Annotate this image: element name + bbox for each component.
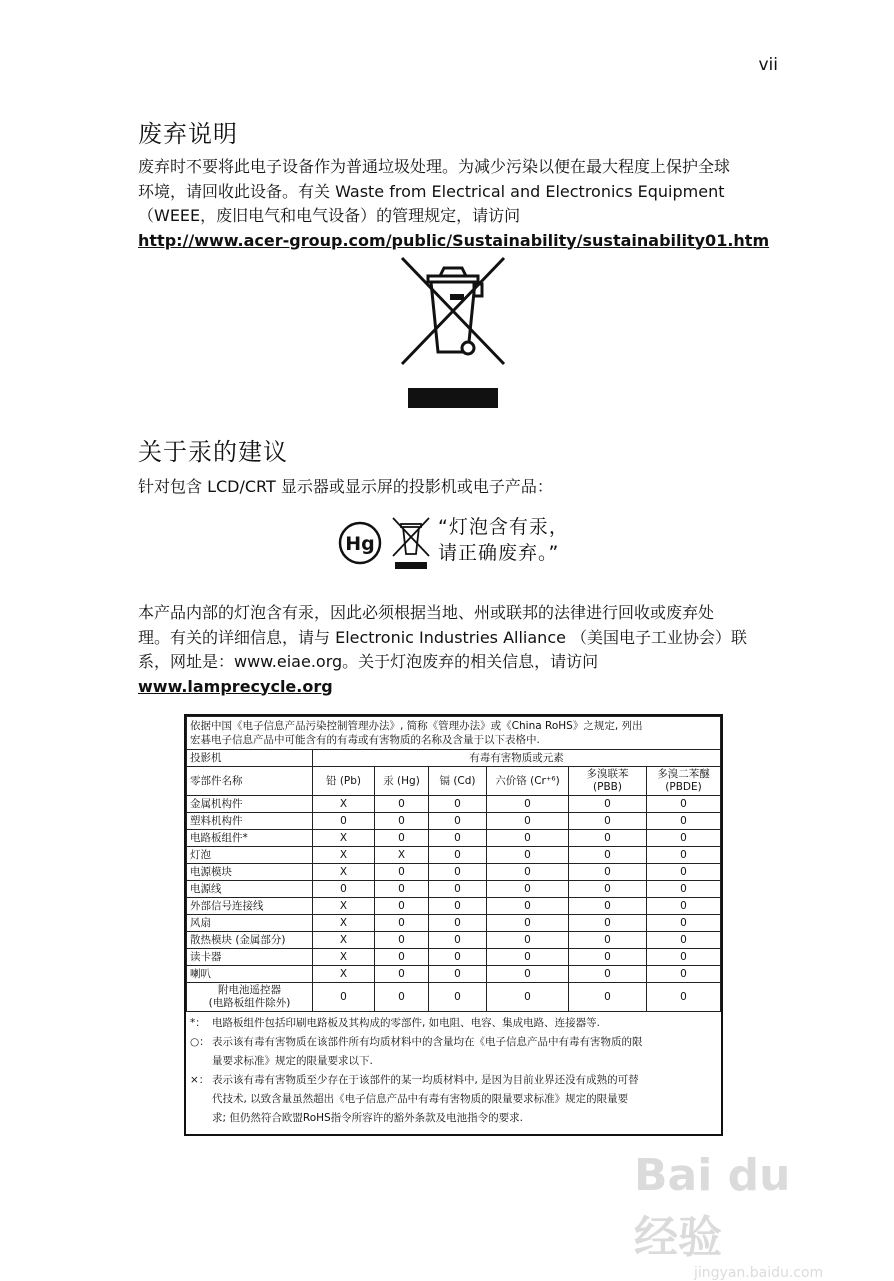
note-line: 电路板组件包括印刷电路板及其构成的零部件, 如电阻、电容、集成电路、连接器等. — [212, 1017, 601, 1029]
cell-value: 0 — [647, 847, 721, 864]
table-intro-line-2: 宏碁电子信息产品中可能含有的有毒或有害物质的名称及含量于以下表格中. — [190, 734, 540, 746]
row-name: 电源线 — [187, 881, 313, 898]
cell-value: 0 — [375, 830, 429, 847]
table-body — [187, 796, 721, 983]
table-row — [187, 983, 721, 1012]
row-name-line-2: (电路板组件除外) — [208, 997, 291, 1009]
cell-value: 0 — [375, 949, 429, 966]
cell-value: 0 — [487, 830, 569, 847]
table-note — [190, 1014, 717, 1033]
row-name: 喇叭 — [187, 966, 313, 983]
row-name: 散热模块 (金属部分) — [187, 932, 313, 949]
row-name: 电源模块 — [187, 864, 313, 881]
cell-value: 0 — [647, 915, 721, 932]
row-name-line-1: 附电池遥控器 — [218, 984, 281, 996]
mercury-line-3: 系，网址是：www.eiae.org。关于灯泡废弃的相关信息，请访问 — [138, 652, 599, 671]
quote-line-1: “灯泡含有汞， — [438, 516, 569, 538]
cell-value: 0 — [487, 966, 569, 983]
cell-value: 0 — [429, 881, 487, 898]
note-mark: ○： — [190, 1036, 210, 1048]
disposal-line-2: 环境，请回收此设备。有关 Waste from Electrical and Electronics Equipment — [138, 181, 725, 201]
note-line: 表示该有毒有害物质至少存在于该部件的某一均质材料中, 是因为目前业界还没有成熟的可替 — [212, 1074, 639, 1086]
col-header-pb: 铅 (Pb) — [313, 767, 375, 796]
cell-value: 0 — [487, 949, 569, 966]
cell-value: 0 — [429, 915, 487, 932]
pbde-abbr: (PBDE) — [665, 781, 702, 793]
cell-value: 0 — [313, 813, 375, 830]
pbb-abbr: (PBB) — [593, 781, 622, 793]
cell-value: 0 — [647, 881, 721, 898]
note-line: 代技术, 以致含量虽然超出《电子信息产品中有毒有害物质的限量要求标准》规定的限量要 — [212, 1093, 629, 1105]
cell-value: 0 — [375, 864, 429, 881]
disposal-line-3: （WEEE，废旧电气和电气设备）的管理规定，请访问 — [138, 206, 521, 225]
cell-value: 0 — [313, 983, 375, 1012]
table-row — [187, 949, 721, 966]
cell-value: 0 — [487, 915, 569, 932]
row-name: 灯泡 — [187, 847, 313, 864]
table-row — [187, 813, 721, 830]
cell-value: 0 — [375, 898, 429, 915]
mercury-intro: 针对包含 LCD/CRT 显示器或显示屏的投影机或电子产品： — [138, 477, 553, 496]
table-intro-line-1: 依据中国《电子信息产品污染控制管理办法》, 简称《管理办法》或《China RoHS》之规定, 列出 — [190, 720, 643, 732]
cell-value: 0 — [569, 932, 647, 949]
col-header-cr6: 六价铬 (Cr⁺⁶) — [487, 767, 569, 796]
cell-value: 0 — [487, 813, 569, 830]
cell-value: 0 — [647, 796, 721, 813]
cell-value: 0 — [429, 847, 487, 864]
cell-value: 0 — [647, 949, 721, 966]
cell-value: 0 — [487, 796, 569, 813]
cell-value: 0 — [487, 983, 569, 1012]
col-header-pbde — [647, 767, 721, 796]
cell-value: 0 — [569, 813, 647, 830]
note-text — [212, 1071, 639, 1128]
substances-group-header: 有毒有害物质或元素 — [313, 750, 721, 767]
cell-value: X — [313, 949, 375, 966]
quote-line-2: 请正确废弃。” — [438, 542, 560, 564]
cell-value: 0 — [569, 983, 647, 1012]
table-row — [187, 932, 721, 949]
watermark-main: Bai du 经验 — [634, 1150, 791, 1263]
cell-value: X — [313, 830, 375, 847]
cell-value: X — [313, 966, 375, 983]
cell-value: 0 — [569, 864, 647, 881]
cell-value: 0 — [375, 915, 429, 932]
cell-value: 0 — [569, 966, 647, 983]
cell-value: 0 — [569, 949, 647, 966]
row-name: 电路板组件* — [187, 830, 313, 847]
pbb-label: 多溴联苯 — [586, 768, 629, 780]
product-cell: 投影机 — [187, 750, 313, 767]
table-intro — [187, 717, 721, 750]
cell-value: 0 — [569, 881, 647, 898]
mercury-quote — [438, 514, 569, 566]
mercury-paragraph — [138, 601, 778, 699]
table-row — [187, 966, 721, 983]
cell-value: 0 — [569, 915, 647, 932]
note-line: 求; 但仍然符合欧盟RoHS指令所容许的豁外条款及电池指令的要求. — [212, 1112, 524, 1124]
cell-value: 0 — [647, 983, 721, 1012]
table-row — [187, 881, 721, 898]
cell-value: 0 — [487, 932, 569, 949]
column-header-row — [187, 767, 721, 796]
cell-value: 0 — [429, 966, 487, 983]
cell-value: X — [313, 898, 375, 915]
cell-value: 0 — [647, 966, 721, 983]
cell-value: 0 — [429, 898, 487, 915]
disposal-line-1: 废弃时不要将此电子设备作为普通垃圾处理。为减少污染以便在最大程度上保护全球 — [138, 157, 731, 176]
page-number: vii — [758, 55, 778, 75]
note-line: 量要求标准》规定的限量要求以下. — [212, 1055, 373, 1067]
cell-value: 0 — [647, 813, 721, 830]
cell-value: 0 — [429, 796, 487, 813]
cell-value: X — [313, 932, 375, 949]
cell-value: 0 — [647, 932, 721, 949]
cell-value: X — [375, 847, 429, 864]
cell-value: 0 — [647, 864, 721, 881]
mercury-title: 关于汞的建议 — [138, 438, 288, 466]
note-text — [212, 1033, 643, 1071]
row-name: 读卡器 — [187, 949, 313, 966]
baidu-watermark — [634, 1150, 834, 1281]
note-mark: ×： — [190, 1074, 210, 1086]
cell-value: 0 — [429, 830, 487, 847]
cell-value: 0 — [429, 932, 487, 949]
cell-value: 0 — [569, 830, 647, 847]
part-header: 零部件名称 — [187, 767, 313, 796]
row-name — [187, 983, 313, 1012]
cell-value: 0 — [487, 847, 569, 864]
hazardous-substances-table — [186, 716, 721, 1012]
mercury-hg-icon — [337, 512, 437, 574]
cell-value: 0 — [487, 881, 569, 898]
cell-value: X — [313, 847, 375, 864]
table-notes — [186, 1012, 721, 1128]
row-name: 金属机构件 — [187, 796, 313, 813]
col-header-hg: 汞 (Hg) — [375, 767, 429, 796]
cell-value: 0 — [569, 796, 647, 813]
table-row — [187, 847, 721, 864]
note-text — [212, 1014, 600, 1033]
cell-value: X — [313, 796, 375, 813]
col-header-cd: 镉 (Cd) — [429, 767, 487, 796]
cell-value: X — [313, 864, 375, 881]
watermark-sub: jingyan.baidu.com — [694, 1265, 824, 1281]
table-row — [187, 796, 721, 813]
weee-crossed-bin-icon — [398, 254, 508, 412]
lamprecycle-link[interactable]: www.lamprecycle.org — [138, 676, 333, 696]
cell-value: 0 — [375, 983, 429, 1012]
cell-value: 0 — [429, 983, 487, 1012]
cell-value: 0 — [313, 881, 375, 898]
cell-value: 0 — [429, 949, 487, 966]
mercury-line-2: 理。有关的详细信息，请与 Electronic Industries Alliance （美国电子工业协会）联 — [138, 627, 748, 647]
cell-value: 0 — [375, 932, 429, 949]
pbde-label: 多溴二苯醚 — [657, 768, 710, 780]
cell-value: 0 — [375, 966, 429, 983]
cell-value: X — [313, 915, 375, 932]
note-mark: *： — [190, 1017, 206, 1029]
cell-value: 0 — [647, 830, 721, 847]
cell-value: 0 — [429, 864, 487, 881]
mercury-line-1: 本产品内部的灯泡含有汞，因此必须根据当地、州或联邦的法律进行回收或废弃处 — [138, 603, 715, 622]
row-name: 塑料机构件 — [187, 813, 313, 830]
cell-value: 0 — [375, 881, 429, 898]
cell-value: 0 — [375, 813, 429, 830]
table-row — [187, 898, 721, 915]
cell-value: 0 — [487, 898, 569, 915]
cell-value: 0 — [569, 898, 647, 915]
col-header-pbb — [569, 767, 647, 796]
table-note — [190, 1033, 717, 1071]
cell-value: 0 — [487, 864, 569, 881]
disposal-paragraph — [138, 155, 778, 253]
weee-link[interactable]: http://www.acer-group.com/public/Sustainability/sustainability01.htm — [138, 230, 770, 250]
row-name: 外部信号连接线 — [187, 898, 313, 915]
cell-value: 0 — [647, 898, 721, 915]
cell-value: 0 — [569, 847, 647, 864]
hg-label: Hg — [345, 533, 375, 555]
row-name: 风扇 — [187, 915, 313, 932]
table-row — [187, 915, 721, 932]
cell-value: 0 — [429, 813, 487, 830]
note-line: 表示该有毒有害物质在该部件所有均质材料中的含量均在《电子信息产品中有毒有害物质的限 — [212, 1036, 643, 1048]
table-row — [187, 830, 721, 847]
disposal-title: 废弃说明 — [138, 120, 238, 148]
table-row — [187, 864, 721, 881]
hazardous-substances-table-box — [184, 714, 723, 1136]
cell-value: 0 — [375, 796, 429, 813]
table-note — [190, 1071, 717, 1128]
